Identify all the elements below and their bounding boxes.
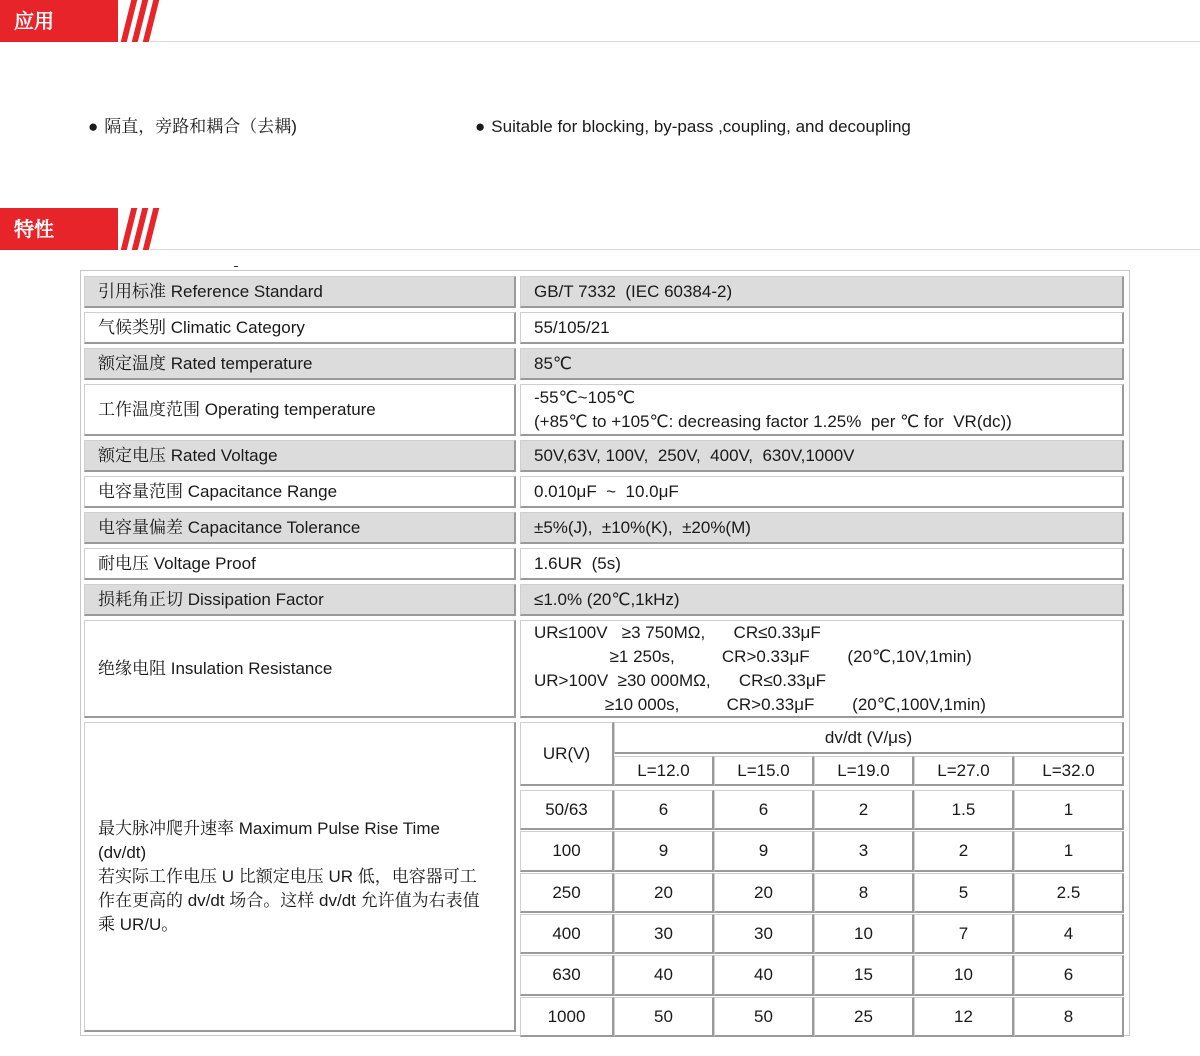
mark [234,266,238,267]
ur-cell: 250 [520,873,614,913]
length-header: L=19.0 [814,756,914,786]
spec-value-line: 1.6UR (5s) [534,553,621,573]
spec-label: 额定电压 Rated Voltage [84,440,516,472]
ur-cell: 100 [520,831,614,872]
dvdt-cell: 20 [714,873,814,913]
pulse-label-line: (dv/dt) [98,842,147,862]
dvdt-cell: 3 [814,831,914,872]
dvdt-cell: 40 [614,955,714,996]
bullet-icon: ● [475,117,486,136]
spec-value-line: GB/T 7332 (IEC 60384-2) [534,281,733,301]
spec-value [520,476,1124,508]
dvdt-cell: 2 [914,831,1014,872]
section-header-application [0,0,1200,44]
ur-cell: 400 [520,914,614,954]
ur-header: UR(V) [520,722,614,786]
spec-value [520,348,1124,380]
spec-value-line: ≥1 250s, CR>0.33μF (20℃,10V,1min) [534,646,972,666]
dvdt-cell: 10 [914,955,1014,996]
dvdt-cell: 40 [714,955,814,996]
spec-label: 电容量范围 Capacitance Range [84,476,516,508]
dvdt-cell: 2.5 [1014,873,1124,913]
section-title: 应用 [0,0,118,42]
spec-label: 绝缘电阻 Insulation Resistance [84,620,516,718]
dvdt-cell: 30 [614,914,714,954]
length-header: L=32.0 [1014,756,1124,786]
dvdt-cell: 6 [714,790,814,830]
dvdt-cell: 30 [714,914,814,954]
dvdt-cell: 9 [614,831,714,872]
dvdt-cell: 25 [814,997,914,1037]
application-text: Suitable for blocking, by-pass ,coupling, and decoupling [491,117,911,136]
dvdt-cell: 6 [1014,955,1124,996]
spec-value [520,512,1124,544]
dvdt-cell: 7 [914,914,1014,954]
application-text: 隔直，旁路和耦合（去耦) [104,117,297,136]
ur-cell: 630 [520,955,614,996]
spec-value-line: (+85℃ to +105℃: decreasing factor 1.25% per ℃ for VR(dc)) [534,411,1012,431]
pulse-label-line: 若实际工作电压 U 比额定电压 UR 低，电容器可工 [98,866,477,886]
dvdt-cell: 1.5 [914,790,1014,830]
ur-cell: 1000 [520,997,614,1037]
pulse-label-line: 乘 UR/U。 [98,914,179,934]
dvdt-cell: 6 [614,790,714,830]
spec-value-line: ≥10 000s, CR>0.33μF (20℃,100V,1min) [534,694,986,714]
spec-value [520,384,1124,436]
spec-value-line: 0.010μF ~ 10.0μF [534,481,679,501]
dvdt-cell: 15 [814,955,914,996]
dvdt-cell: 8 [1014,997,1124,1037]
dvdt-cell: 50 [614,997,714,1037]
dvdt-cell: 5 [914,873,1014,913]
spec-label: 气候类别 Climatic Category [84,312,516,344]
ur-cell: 50/63 [520,790,614,830]
spec-value-line: ≤1.0% (20℃,1kHz) [534,589,680,609]
section-header-characteristics [0,208,1200,252]
divider [150,41,1200,42]
dvdt-cell: 12 [914,997,1014,1037]
length-header: L=12.0 [614,756,714,786]
spec-value [520,548,1124,580]
dvdt-cell: 2 [814,790,914,830]
spec-value-line: -55℃~105℃ [534,387,636,407]
spec-value-line: 85℃ [534,353,573,373]
spec-label: 工作温度范围 Operating temperature [84,384,516,436]
application-item [475,116,911,138]
spec-value [520,440,1124,472]
dvdt-cell: 10 [814,914,914,954]
dvdt-header: dv/dt (V/μs) [614,722,1124,754]
application-item [88,116,297,138]
spec-label: 耐电压 Voltage Proof [84,548,516,580]
spec-value [520,620,1124,718]
dvdt-cell: 50 [714,997,814,1037]
section-title: 特性 [0,208,118,250]
spec-value-line: ±5%(J), ±10%(K), ±20%(M) [534,517,751,537]
dvdt-cell: 1 [1014,831,1124,872]
dvdt-cell: 9 [714,831,814,872]
dvdt-cell: 8 [814,873,914,913]
dvdt-cell: 20 [614,873,714,913]
spec-label: 引用标准 Reference Standard [84,276,516,308]
spec-value [520,312,1124,344]
spec-value-line: 55/105/21 [534,317,610,337]
spec-label: 电容量偏差 Capacitance Tolerance [84,512,516,544]
spec-value-line: UR≤100V ≥3 750MΩ, CR≤0.33μF [534,622,821,642]
bullet-icon: ● [88,117,99,136]
spec-label: 损耗角正切 Dissipation Factor [84,584,516,616]
pulse-label-line: 最大脉冲爬升速率 Maximum Pulse Rise Time [98,818,440,838]
length-header: L=27.0 [914,756,1014,786]
divider [150,249,1200,250]
length-header: L=15.0 [714,756,814,786]
spec-value [520,276,1124,308]
spec-value [520,584,1124,616]
spec-value-line: UR>100V ≥30 000MΩ, CR≤0.33μF [534,670,827,690]
pulse-label [84,722,516,1032]
spec-value-line: 50V,63V, 100V, 250V, 400V, 630V,1000V [534,445,855,465]
pulse-label-line: 作在更高的 dv/dt 场合。这样 dv/dt 允许值为右表值 [98,890,480,910]
dvdt-cell: 4 [1014,914,1124,954]
spec-label: 额定温度 Rated temperature [84,348,516,380]
dvdt-cell: 1 [1014,790,1124,830]
